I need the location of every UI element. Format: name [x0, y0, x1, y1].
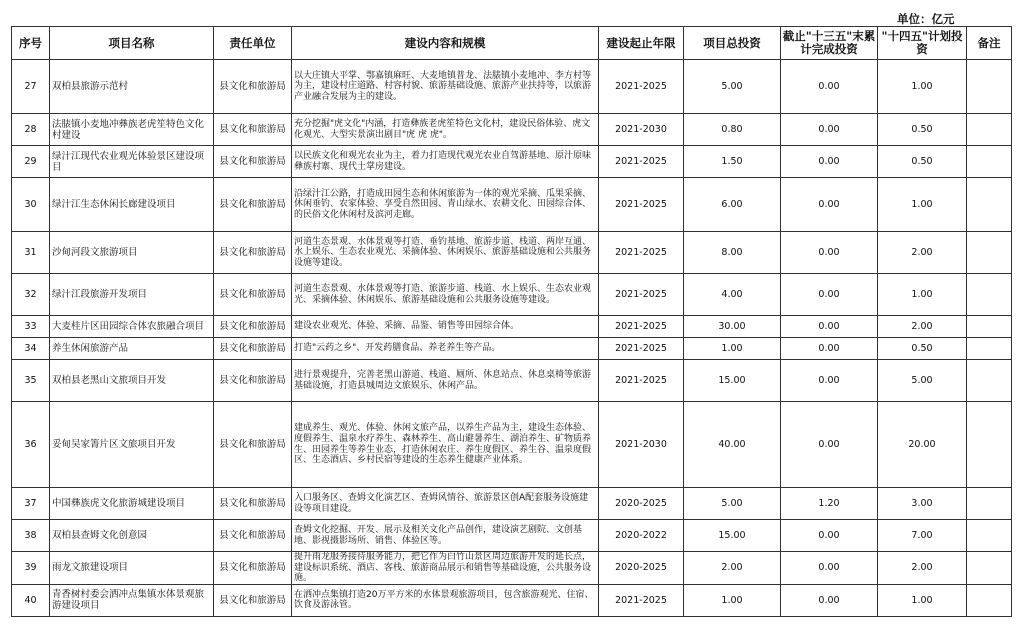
completed-investment: 0.00 [781, 178, 878, 232]
planned-investment: 0.50 [878, 114, 967, 146]
row-no: 38 [12, 520, 50, 552]
build-period: 2021-2025 [599, 274, 684, 316]
header-plan: "十四五"计划投资 [878, 27, 967, 60]
row-no: 27 [12, 60, 50, 114]
build-period: 2021-2025 [599, 146, 684, 178]
note [967, 552, 1012, 585]
responsible-unit: 县文化和旅游局 [214, 520, 292, 552]
total-investment: 15.00 [684, 520, 781, 552]
note [967, 232, 1012, 274]
header-no: 序号 [12, 27, 50, 60]
planned-investment: 20.00 [878, 402, 967, 488]
construction-content: 打造"云药之乡"、开发药膳食品、养老养生等产品。 [292, 338, 599, 360]
note [967, 274, 1012, 316]
header-period: 建设起止年限 [599, 27, 684, 60]
note [967, 520, 1012, 552]
table-row [12, 552, 1012, 585]
construction-content: 入口服务区、查姆文化演艺区、查姆风情谷、旅游景区创A配套服务设施建设等项目建设。 [292, 488, 599, 520]
planned-investment: 0.50 [878, 146, 967, 178]
table-row [12, 584, 1012, 616]
construction-content: 充分挖掘"虎文化"内涵，打造彝族老虎笙特色文化村，建设民俗体验、虎文化观光、大型实景演出剧目"虎 虎 虎"。 [292, 114, 599, 146]
completed-investment: 1.20 [781, 488, 878, 520]
table-row [12, 316, 1012, 338]
planned-investment: 1.00 [878, 60, 967, 114]
row-no: 28 [12, 114, 50, 146]
completed-investment: 0.00 [781, 584, 878, 616]
table-row [12, 146, 1012, 178]
build-period: 2021-2025 [599, 584, 684, 616]
responsible-unit: 县文化和旅游局 [214, 178, 292, 232]
header-unit: 责任单位 [214, 27, 292, 60]
completed-investment: 0.00 [781, 60, 878, 114]
row-no: 35 [12, 360, 50, 402]
project-name: 绿汁江生态休闲长廊建设项目 [50, 178, 214, 232]
header-note: 备注 [967, 27, 1012, 60]
responsible-unit: 县文化和旅游局 [214, 232, 292, 274]
responsible-unit: 县文化和旅游局 [214, 146, 292, 178]
table-row [12, 488, 1012, 520]
responsible-unit: 县文化和旅游局 [214, 402, 292, 488]
planned-investment: 1.00 [878, 274, 967, 316]
construction-content: 河道生态景观、水体景观等打造、旅游步道、栈道、水上娱乐、生态农业观光、采摘体验、休闲娱乐、旅游基础设施和公共服务设施等建设。 [292, 274, 599, 316]
project-name: 雨龙文旅建设项目 [50, 552, 214, 585]
project-name: 双柏县旅游示范村 [50, 60, 214, 114]
planned-investment: 1.00 [878, 178, 967, 232]
row-no: 40 [12, 584, 50, 616]
construction-content: 以民族文化和观光农业为主，着力打造现代观光农业自驾游基地、原汁原味彝族村寨、现代土掌房建设。 [292, 146, 599, 178]
build-period: 2021-2030 [599, 114, 684, 146]
note [967, 114, 1012, 146]
completed-investment: 0.00 [781, 114, 878, 146]
project-name: 法脿镇小麦地冲彝族老虎笙特色文化村建设 [50, 114, 214, 146]
note [967, 488, 1012, 520]
planned-investment: 3.00 [878, 488, 967, 520]
responsible-unit: 县文化和旅游局 [214, 488, 292, 520]
project-name: 养生休闲旅游产品 [50, 338, 214, 360]
total-investment: 0.80 [684, 114, 781, 146]
total-investment: 2.00 [684, 552, 781, 585]
responsible-unit: 县文化和旅游局 [214, 584, 292, 616]
construction-content: 以大庄镇大平掌、鄂嘉镇麻旺、大麦地镇普龙、法脿镇小麦地冲、李方村等为主，建设村庄道路、村容村貌、旅游基础设施、旅游产业扶持等，以旅游产业融合发展为主的建设。 [292, 60, 599, 114]
note [967, 584, 1012, 616]
construction-content: 沿绿汁江公路，打造成田园生态和休闲旅游为一体的观光采摘、瓜果采摘、休闲垂钓、农家体验、享受自然田园、青山绿水、农耕文化、田园综合体、的民俗文化休闲村及滨河走廊。 [292, 178, 599, 232]
note [967, 178, 1012, 232]
responsible-unit: 县文化和旅游局 [214, 338, 292, 360]
table-row [12, 338, 1012, 360]
responsible-unit: 县文化和旅游局 [214, 60, 292, 114]
build-period: 2020-2022 [599, 520, 684, 552]
build-period: 2020-2025 [599, 488, 684, 520]
total-investment: 8.00 [684, 232, 781, 274]
total-investment: 15.00 [684, 360, 781, 402]
responsible-unit: 县文化和旅游局 [214, 114, 292, 146]
completed-investment: 0.00 [781, 552, 878, 585]
planned-investment: 2.00 [878, 232, 967, 274]
project-name: 沙甸河段文旅游项目 [50, 232, 214, 274]
note [967, 146, 1012, 178]
responsible-unit: 县文化和旅游局 [214, 552, 292, 585]
row-no: 31 [12, 232, 50, 274]
total-investment: 40.00 [684, 402, 781, 488]
note [967, 360, 1012, 402]
project-name: 中国彝族虎文化旅游城建设项目 [50, 488, 214, 520]
row-no: 39 [12, 552, 50, 585]
completed-investment: 0.00 [781, 274, 878, 316]
note [967, 316, 1012, 338]
build-period: 2021-2025 [599, 338, 684, 360]
project-name: 大麦桂片区田园综合体农旅融合项目 [50, 316, 214, 338]
total-investment: 1.50 [684, 146, 781, 178]
investment-table [11, 26, 1012, 617]
row-no: 29 [12, 146, 50, 178]
row-no: 33 [12, 316, 50, 338]
note [967, 60, 1012, 114]
construction-content: 查姆文化挖掘、开发、展示及相关文化产品创作，建设演艺剧院、文创基地、影视摄影场所、销售、体验区等。 [292, 520, 599, 552]
completed-investment: 0.00 [781, 402, 878, 488]
planned-investment: 0.50 [878, 338, 967, 360]
planned-investment: 2.00 [878, 316, 967, 338]
construction-content: 提升雨龙服务接待服务能力，把它作为白竹山景区周边旅游开发的延长点，建设标识系统、酒店、客栈、旅游商品展示和销售等基础设施，公共服务设施。 [292, 552, 599, 585]
completed-investment: 0.00 [781, 338, 878, 360]
construction-content: 建设农业观光、体验、采摘、品鉴、销售等田园综合体。 [292, 316, 599, 338]
planned-investment: 7.00 [878, 520, 967, 552]
build-period: 2021-2025 [599, 232, 684, 274]
project-name: 绿汁江段旅游开发项目 [50, 274, 214, 316]
row-no: 36 [12, 402, 50, 488]
completed-investment: 0.00 [781, 146, 878, 178]
build-period: 2021-2025 [599, 316, 684, 338]
total-investment: 1.00 [684, 338, 781, 360]
table-body [12, 60, 1012, 617]
table-row [12, 232, 1012, 274]
total-investment: 6.00 [684, 178, 781, 232]
total-investment: 5.00 [684, 488, 781, 520]
construction-content: 河道生态景观、水体景观等打造、垂钓基地、旅游步道、栈道、两岸互通、水上娱乐、生态农业观光、采摘体验、休闲娱乐、旅游基础设施和公共服务设施等建设。 [292, 232, 599, 274]
unit-label: 单位：亿元 [897, 12, 955, 26]
table-row [12, 274, 1012, 316]
completed-investment: 0.00 [781, 232, 878, 274]
row-no: 34 [12, 338, 50, 360]
table-row [12, 402, 1012, 488]
build-period: 2021-2025 [599, 60, 684, 114]
row-no: 37 [12, 488, 50, 520]
construction-content: 进行景观提升，完善老黑山游道、栈道、厕所、休息站点、休息桌椅等旅游基础设施，打造县城周边文旅娱乐、休闲产品。 [292, 360, 599, 402]
build-period: 2021-2025 [599, 178, 684, 232]
table-row [12, 114, 1012, 146]
build-period: 2020-2025 [599, 552, 684, 585]
total-investment: 5.00 [684, 60, 781, 114]
responsible-unit: 县文化和旅游局 [214, 316, 292, 338]
build-period: 2021-2030 [599, 402, 684, 488]
construction-content: 在洒冲点集镇打造20万平方米的水体景观旅游项目，包含旅游观光、住宿、饮食及游泳管。 [292, 584, 599, 616]
row-no: 32 [12, 274, 50, 316]
total-investment: 4.00 [684, 274, 781, 316]
completed-investment: 0.00 [781, 520, 878, 552]
table-row [12, 520, 1012, 552]
completed-investment: 0.00 [781, 360, 878, 402]
responsible-unit: 县文化和旅游局 [214, 274, 292, 316]
planned-investment: 1.00 [878, 584, 967, 616]
project-name: 妥甸吴家箐片区文旅项目开发 [50, 402, 214, 488]
header-name: 项目名称 [50, 27, 214, 60]
project-name: 双柏县查姆文化创意园 [50, 520, 214, 552]
table-row [12, 60, 1012, 114]
project-name: 青香树村委会洒冲点集镇水体景观旅游建设项目 [50, 584, 214, 616]
responsible-unit: 县文化和旅游局 [214, 360, 292, 402]
row-no: 30 [12, 178, 50, 232]
project-name: 双柏县老黑山文旅项目开发 [50, 360, 214, 402]
header-total: 项目总投资 [684, 27, 781, 60]
build-period: 2021-2025 [599, 360, 684, 402]
table-row [12, 178, 1012, 232]
planned-investment: 2.00 [878, 552, 967, 585]
construction-content: 建成养生、观光、体验、休闲文旅产品，以养生产品为主，建设生态体验、度假养生、温泉水疗养生、森林养生、高山避暑养生、湖泊养生、矿物质养生、田园养生等养生业态，打造休闲农庄、养生度假区、养生谷、温泉度假区、生态酒店、乡村民宿等建设的生态养生健康产业体系。 [292, 402, 599, 488]
planned-investment: 5.00 [878, 360, 967, 402]
header-row [12, 27, 1012, 60]
header-content: 建设内容和规模 [292, 27, 599, 60]
note [967, 402, 1012, 488]
completed-investment: 0.00 [781, 316, 878, 338]
table-row [12, 360, 1012, 402]
header-done: 截止"十三五"末累计完成投资 [781, 27, 878, 60]
total-investment: 30.00 [684, 316, 781, 338]
project-name: 绿汁江现代农业观光体验景区建设项目 [50, 146, 214, 178]
note [967, 338, 1012, 360]
total-investment: 1.00 [684, 584, 781, 616]
